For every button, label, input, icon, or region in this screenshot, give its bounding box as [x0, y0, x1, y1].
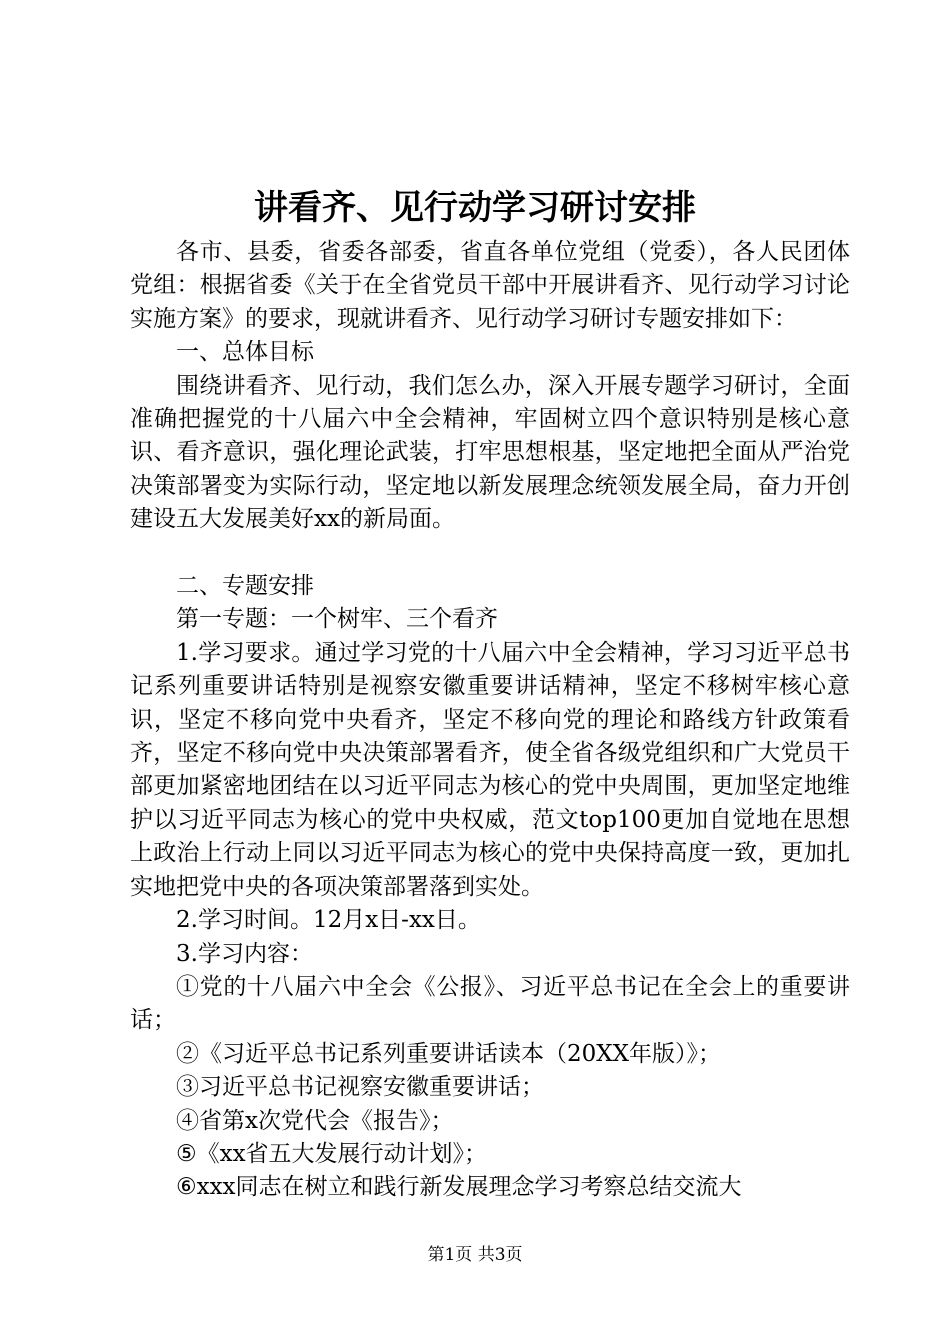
content-item-3: ③习近平总书记视察安徽重要讲话； — [176, 1074, 544, 1101]
section-heading-goals: 一、总体目标 — [176, 339, 314, 366]
study-content-heading: 3.学习内容： — [176, 940, 313, 967]
document-title: 讲看齐、见行动学习研讨安排 — [254, 188, 696, 228]
content-item-1: ①党的十八届六中全会《公报》、习近平总书记在全会上的重要讲话； — [130, 973, 850, 1034]
document-body — [130, 236, 850, 1205]
content-item-2: ②《习近平总书记系列重要讲话读本（20XX年版）》； — [176, 1040, 722, 1067]
page-footer: 第1页 共3页 — [427, 1245, 523, 1265]
goals-paragraph: 围绕讲看齐、见行动，我们怎么办，深入开展专题学习研讨，全面准确把握党的十八届六中全会精神，牢固树立四个意识特别是核心意识、看齐意识，强化理论武装，打牢思想根基，坚定地把全面从严治党决策部署变为实际行动，坚定地以新发展理念统领发展全局，奋力开创建设五大发展美好xx的新局面。 — [130, 372, 850, 533]
topic-one-heading: 第一专题：一个树牢、三个看齐 — [176, 606, 498, 633]
study-time: 2.学习时间。12月x日-xx日。 — [176, 907, 481, 934]
study-requirements: 1.学习要求。通过学习党的十八届六中全会精神，学习习近平总书记系列重要讲话特别是视察安徽重要讲话精神，坚定不移树牢核心意识，坚定不移向党中央看齐，坚定不移向党的理论和路线方针政策看齐，坚定不移向党中央决策部署看齐，使全省各级党组织和广大党员干部更加紧密地团结在以习近平同志为核心的党中央周围，更加坚定地维护以习近平同志为核心的党中央权威，范文top100更加自觉地在思想上政治上行动上同以习近平同志为核心的党中央保持高度一致，更加扎实地把党中央的各项决策部署落到实处。 — [130, 639, 850, 900]
content-item-6: ⑥xxx同志在树立和践行新发展理念学习考察总结交流大 — [176, 1174, 742, 1201]
intro-paragraph: 各市、县委，省委各部委，省直各单位党组（党委），各人民团体党组：根据省委《关于在全省党员干部中开展讲看齐、见行动学习讨论实施方案》的要求，现就讲看齐、见行动学习研讨专题安排如下： — [130, 239, 850, 332]
content-item-5: ⑤《xx省五大发展行动计划》； — [176, 1140, 488, 1167]
content-item-4: ④省第x次党代会《报告》； — [176, 1107, 454, 1134]
blank-line — [130, 537, 850, 570]
section-heading-topics: 二、专题安排 — [176, 573, 314, 600]
